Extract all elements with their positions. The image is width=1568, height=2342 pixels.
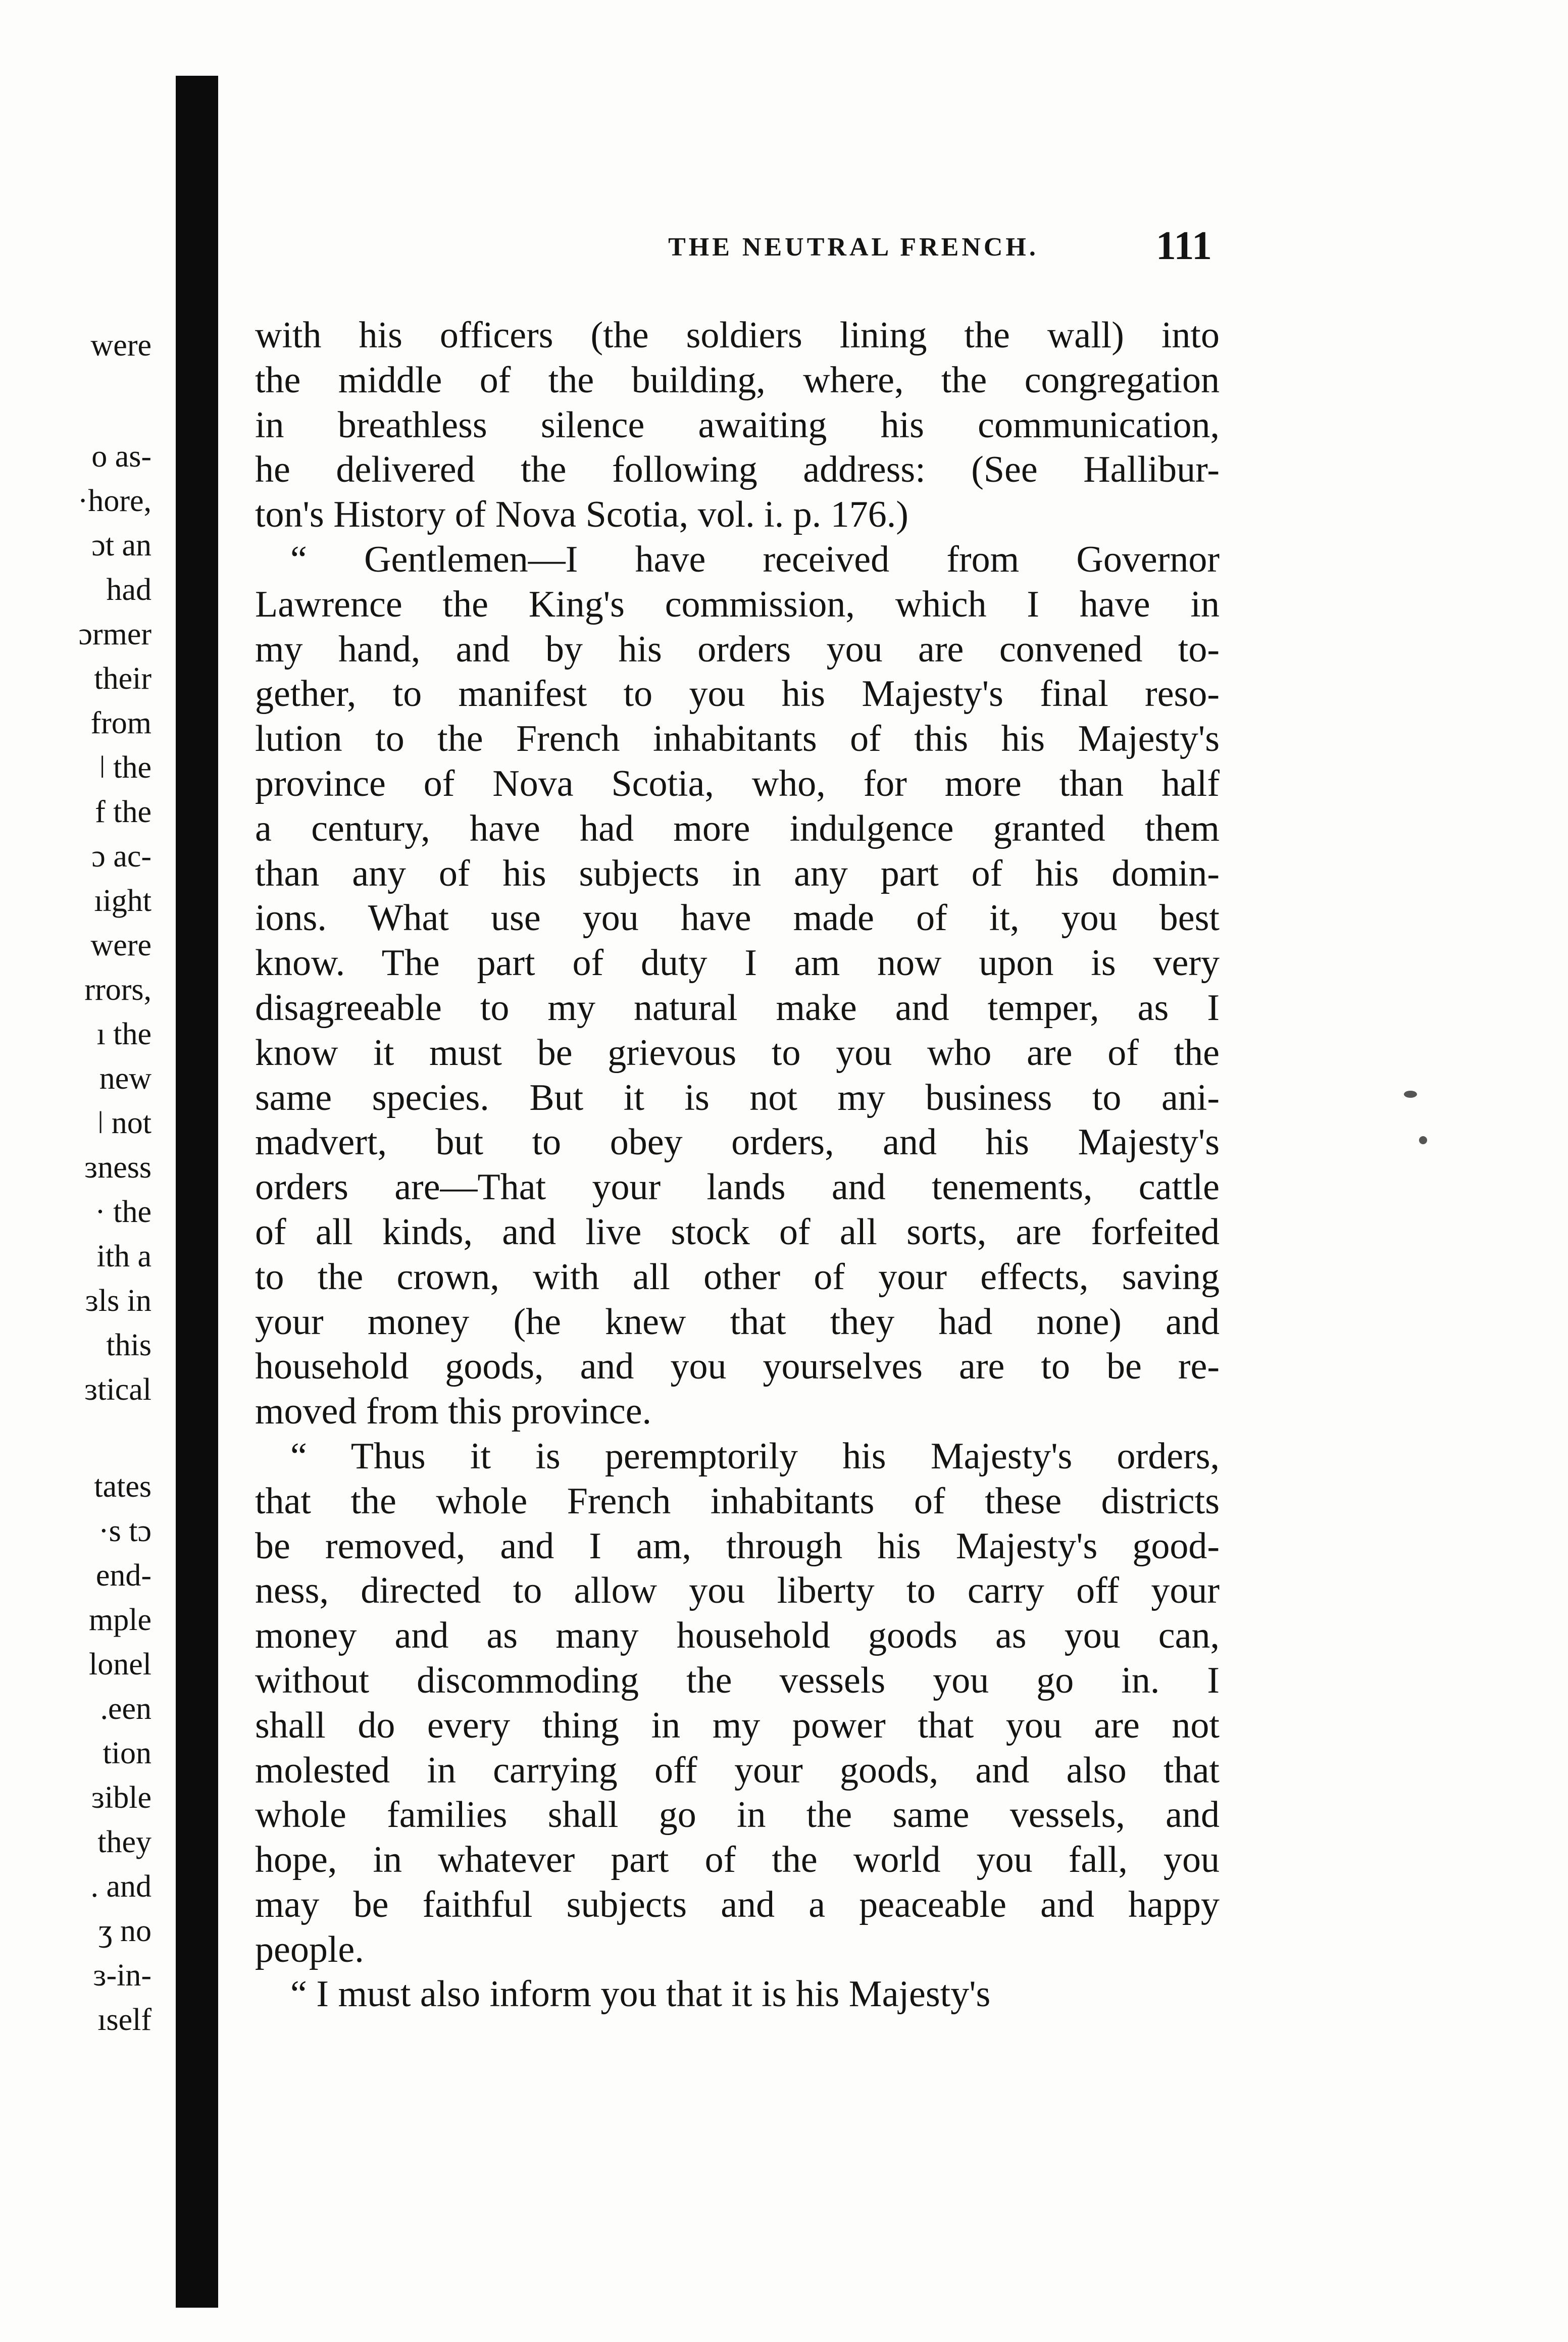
gutter-line: · the — [95, 1195, 151, 1229]
page-number: 111 — [1155, 224, 1212, 268]
gutter-line: ǀ not — [97, 1106, 151, 1140]
text-line: in breathless silence awaiting his communication, — [255, 404, 1220, 446]
body-text — [255, 313, 1220, 2017]
gutter-line: their — [94, 661, 151, 696]
text-line: province of Nova Scotia, who, for more than half — [255, 762, 1220, 804]
gutter-line: ·hore, — [77, 484, 151, 518]
gutter-line: were — [90, 928, 151, 962]
gutter-line: from — [90, 706, 151, 740]
text-line: a century, have had more indulgence granted them — [255, 807, 1220, 849]
gutter-line: ɜness — [84, 1150, 151, 1185]
text-line: moved from this province. — [255, 1391, 652, 1433]
gutter-line: tates — [94, 1469, 151, 1504]
gutter-line: .een — [100, 1692, 151, 1726]
text-line: be removed, and I am, through his Majesty's good- — [255, 1525, 1220, 1567]
gutter-line: . and — [90, 1869, 151, 1904]
ink-speck — [1404, 1091, 1417, 1098]
gutter-line: ɜtical — [84, 1372, 151, 1407]
text-line: orders are—That your lands and tenements, cattle — [255, 1166, 1220, 1208]
gutter-line: new — [99, 1061, 151, 1096]
text-line: gether, to manifest to you his Majesty's final reso- — [255, 673, 1220, 715]
text-line: without discommoding the vessels you go in. I — [255, 1659, 1220, 1701]
text-line: may be faithful subjects and a peaceable and happy — [255, 1883, 1220, 1925]
gutter-line: ıself — [97, 2003, 151, 2037]
gutter-line: mple — [89, 1603, 151, 1637]
text-line: than any of his subjects in any part of his domin- — [255, 852, 1220, 894]
gutter-line: ʒ no — [98, 1914, 151, 1948]
text-line: my hand, and by his orders you are convened to- — [255, 628, 1220, 670]
text-line: household goods, and you yourselves are to be re- — [255, 1346, 1220, 1388]
gutter-line: were — [90, 328, 151, 363]
text-line: “ I must also inform you that it is his Majesty's — [290, 1973, 991, 2015]
gutter-line: ǀ the — [99, 750, 151, 785]
gutter-line: tion — [103, 1736, 151, 1770]
text-line: the middle of the building, where, the congregation — [255, 359, 1220, 401]
text-line: money and as many household goods as you can, — [255, 1615, 1220, 1657]
text-line: people. — [255, 1928, 364, 1970]
text-line: your money (he knew that they had none) and — [255, 1301, 1220, 1343]
text-line: madvert, but to obey orders, and his Majesty's — [255, 1122, 1220, 1163]
text-line: that the whole French inhabitants of these districts — [255, 1480, 1220, 1522]
gutter-line: o as- — [91, 439, 151, 474]
book-spine-shadow — [176, 76, 218, 2308]
text-line: know it must be grievous to you who are of the — [255, 1032, 1220, 1074]
text-line: he delivered the following address: (See Hallibur- — [255, 449, 1220, 491]
gutter-line: ɜible — [91, 1780, 151, 1815]
gutter-line: ı the — [96, 1017, 151, 1051]
gutter-line: this — [106, 1328, 151, 1362]
text-line: to the crown, with all other of your effects, saving — [255, 1256, 1220, 1298]
gutter-line: ɔ ac- — [91, 839, 151, 874]
gutter-line: ɔt an — [91, 528, 151, 563]
text-line: shall do every thing in my power that you are not — [255, 1704, 1220, 1746]
text-line: same species. But it is not my business to ani- — [255, 1077, 1220, 1118]
gutter-line: lonel — [89, 1647, 151, 1682]
text-line: lution to the French inhabitants of this his Majesty's — [255, 718, 1220, 760]
facing-page-fragment — [0, 0, 172, 2342]
gutter-line: ith a — [96, 1239, 151, 1274]
gutter-line: rrors, — [84, 973, 151, 1007]
text-line: whole families shall go in the same vessels, and — [255, 1794, 1220, 1836]
gutter-line: ɜls in — [85, 1284, 151, 1318]
text-line: ton's History of Nova Scotia, vol. i. p. 176.) — [255, 494, 908, 536]
text-line: hope, in whatever part of the world you fall, you — [255, 1839, 1220, 1881]
text-line: know. The part of duty I am now upon is very — [255, 942, 1220, 984]
gutter-line: ɜ-in- — [93, 1958, 151, 1993]
gutter-line: had — [106, 573, 151, 607]
text-line: “ Thus it is peremptorily his Majesty's orders, — [290, 1435, 1220, 1477]
text-line: disagreeable to my natural make and temper, as I — [255, 987, 1220, 1029]
gutter-line: f the — [95, 795, 151, 829]
text-line: with his officers (the soldiers lining the wall) into — [255, 315, 1220, 356]
gutter-line: ıight — [94, 884, 151, 918]
ink-speck — [1419, 1136, 1427, 1144]
gutter-line: they — [97, 1825, 151, 1859]
text-line: ions. What use you have made of it, you best — [255, 897, 1220, 939]
text-line: Lawrence the King's commission, which I have in — [255, 583, 1220, 625]
text-line: ness, directed to allow you liberty to carry off your — [255, 1570, 1220, 1612]
gutter-line: ɔrmer — [78, 617, 151, 651]
gutter-line: ·s tɔ — [98, 1514, 151, 1548]
text-line: of all kinds, and live stock of all sorts, are forfeited — [255, 1211, 1220, 1253]
text-line: “ Gentlemen—I have received from Governor — [290, 538, 1220, 580]
gutter-line: end- — [95, 1558, 151, 1593]
text-line: molested in carrying off your goods, and also that — [255, 1749, 1220, 1791]
running-title: THE NEUTRAL FRENCH. — [668, 233, 1039, 262]
